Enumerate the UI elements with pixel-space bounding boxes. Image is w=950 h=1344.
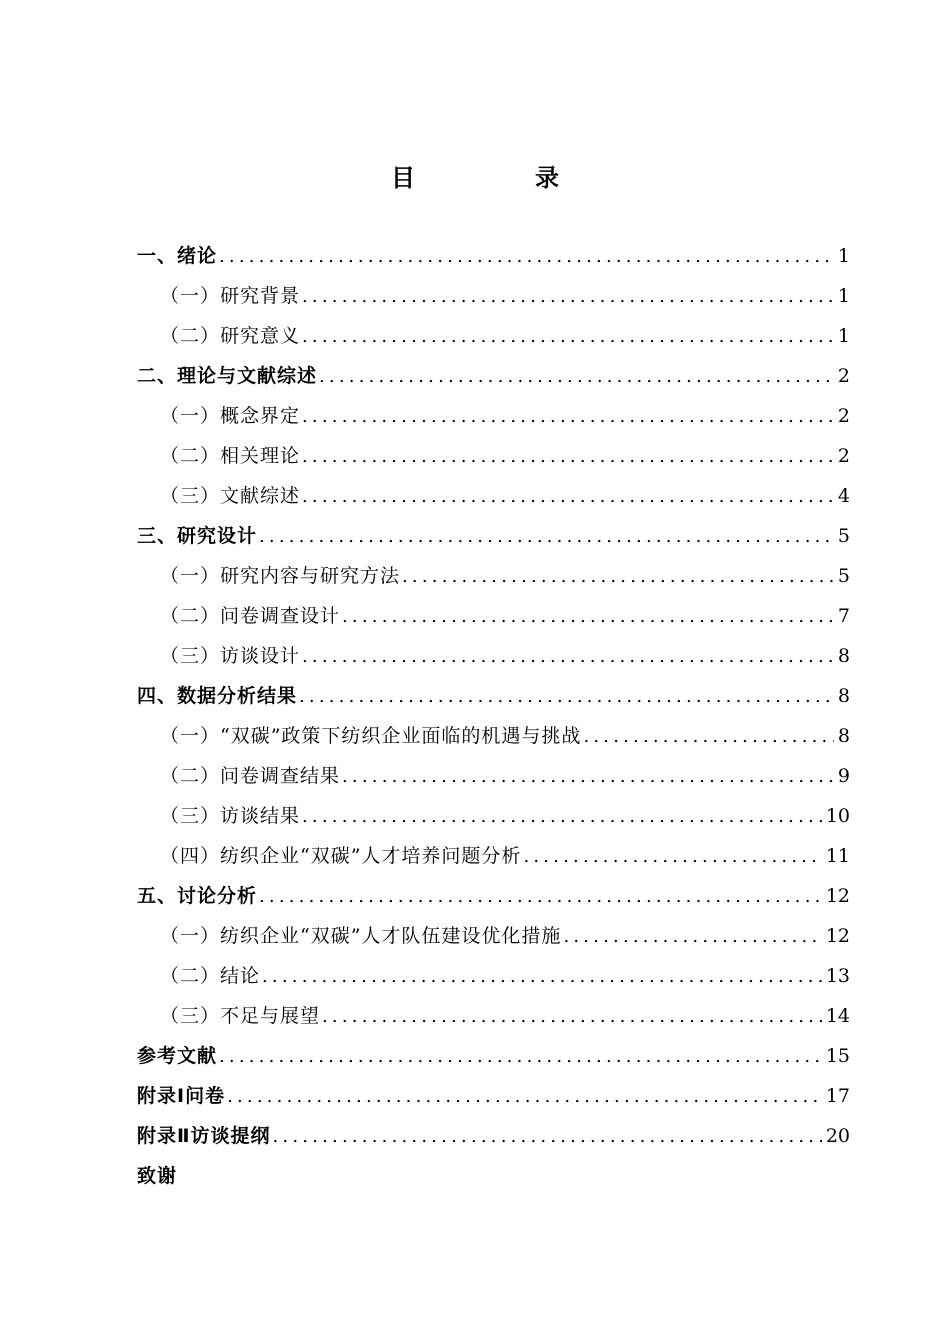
toc-entry-page-number: 4 — [837, 485, 850, 507]
toc-entry-label: 一、绪论 — [137, 245, 218, 267]
toc-entry-page-number: 13 — [825, 965, 850, 987]
toc-entry-page-number: 1 — [837, 245, 850, 267]
toc-chapter-entry[interactable] — [137, 356, 850, 396]
toc-entry-page-number: 7 — [837, 605, 850, 627]
toc-section-entry[interactable] — [137, 476, 850, 516]
toc-entry-page-number: 1 — [837, 325, 850, 347]
dot-leader — [300, 437, 834, 477]
dot-leader — [300, 277, 834, 317]
toc-entry-label: （三）访谈结果 — [160, 805, 301, 827]
toc-chapter-entry[interactable] — [137, 236, 850, 276]
toc-entry-page-number: 1 — [837, 285, 850, 307]
toc-entry-page-number: 2 — [837, 445, 850, 467]
dot-leader — [271, 1117, 822, 1157]
dot-leader — [217, 1037, 822, 1077]
dot-leader — [300, 797, 822, 837]
toc-entry-page-number: 12 — [825, 885, 850, 907]
toc-entry-page-number: 9 — [837, 765, 850, 787]
toc-entry-page-number: 17 — [825, 1085, 850, 1107]
toc-entry-label: 三、研究设计 — [137, 525, 258, 547]
toc-chapter-entry[interactable] — [137, 876, 850, 916]
toc-section-entry[interactable] — [137, 996, 850, 1036]
dot-leader — [340, 597, 834, 637]
dot-leader — [317, 357, 834, 397]
toc-section-entry[interactable] — [137, 756, 850, 796]
toc-entry-page-number: 5 — [837, 525, 850, 547]
toc-section-entry[interactable] — [137, 796, 850, 836]
dot-leader — [257, 517, 834, 557]
toc-section-entry[interactable] — [137, 916, 850, 956]
toc-entry-label: 附录Ⅱ访谈提纲 — [137, 1125, 271, 1147]
dot-leader — [300, 397, 834, 437]
toc-entry-label: 附录Ⅰ问卷 — [137, 1085, 226, 1107]
toc-entry-page-number: 2 — [837, 365, 850, 387]
toc-entry-label: （二）相关理论 — [160, 445, 301, 467]
toc-entry-label: （一）概念界定 — [160, 405, 301, 427]
toc-section-entry[interactable] — [137, 836, 850, 876]
toc-entry-page-number: 20 — [825, 1125, 850, 1147]
toc-entry-label: 参考文献 — [137, 1045, 218, 1067]
toc-chapter-entry[interactable] — [137, 676, 850, 716]
dot-leader — [225, 1077, 822, 1117]
toc-entry-label: （一）纺织企业“双碳”人才队伍建设优化措施 — [160, 925, 562, 947]
dot-leader — [217, 237, 834, 277]
toc-section-entry[interactable] — [137, 396, 850, 436]
dot-leader — [400, 557, 834, 597]
toc-entry-label: 四、数据分析结果 — [137, 685, 298, 707]
toc-entry-label: （二）问卷调查结果 — [160, 765, 341, 787]
table-of-contents — [137, 236, 850, 1196]
toc-entry-label: （三）访谈设计 — [160, 645, 301, 667]
toc-title: 目 录 — [391, 164, 607, 192]
toc-section-entry[interactable] — [137, 276, 850, 316]
toc-entry-label: 二、理论与文献综述 — [137, 365, 318, 387]
toc-section-entry[interactable] — [137, 596, 850, 636]
dot-leader — [340, 757, 834, 797]
toc-entry-page-number: 15 — [825, 1045, 850, 1067]
toc-section-entry[interactable] — [137, 716, 850, 756]
toc-entry-page-number: 2 — [837, 405, 850, 427]
toc-section-entry[interactable] — [137, 556, 850, 596]
dot-leader — [257, 877, 822, 917]
toc-entry-label: （四）纺织企业“双碳”人才培养问题分析 — [160, 845, 522, 867]
toc-entry-label: 五、讨论分析 — [137, 885, 258, 907]
toc-entry-page-number: 8 — [837, 685, 850, 707]
toc-entry-label: （三）文献综述 — [160, 485, 301, 507]
toc-entry-page-number: 10 — [825, 805, 850, 827]
dot-leader — [561, 917, 821, 957]
toc-section-entry[interactable] — [137, 436, 850, 476]
toc-entry-page-number: 8 — [837, 725, 850, 747]
toc-chapter-entry[interactable] — [137, 1116, 850, 1156]
toc-entry-label: （一）研究背景 — [160, 285, 301, 307]
dot-leader — [300, 637, 834, 677]
toc-entry-label: （二）结论 — [160, 965, 261, 987]
toc-entry-label: 致谢 — [137, 1165, 178, 1187]
toc-entry-page-number: 14 — [825, 1005, 850, 1027]
toc-chapter-entry[interactable] — [137, 516, 850, 556]
dot-leader — [297, 677, 834, 717]
toc-chapter-entry[interactable] — [137, 1036, 850, 1076]
toc-section-entry[interactable] — [137, 636, 850, 676]
toc-entry-page-number: 12 — [825, 925, 850, 947]
toc-entry-label: （二）问卷调查设计 — [160, 605, 341, 627]
toc-entry-label: （二）研究意义 — [160, 325, 301, 347]
toc-entry-page-number: 5 — [837, 565, 850, 587]
dot-leader — [300, 317, 834, 357]
toc-chapter-entry[interactable] — [137, 1076, 850, 1116]
toc-entry-page-number: 8 — [837, 645, 850, 667]
toc-section-entry[interactable] — [137, 956, 850, 996]
dot-leader — [260, 957, 822, 997]
toc-entry-label: （三）不足与展望 — [160, 1005, 321, 1027]
toc-section-entry[interactable] — [137, 316, 850, 356]
toc-entry-label: （一）研究内容与研究方法 — [160, 565, 401, 587]
dot-leader — [521, 837, 821, 877]
dot-leader — [581, 717, 833, 757]
dot-leader — [320, 997, 822, 1037]
toc-chapter-entry[interactable] — [137, 1156, 850, 1196]
toc-entry-label: （一）“双碳”政策下纺织企业面临的机遇与挑战 — [160, 725, 582, 747]
toc-entry-page-number: 11 — [825, 845, 850, 867]
dot-leader — [300, 477, 834, 517]
